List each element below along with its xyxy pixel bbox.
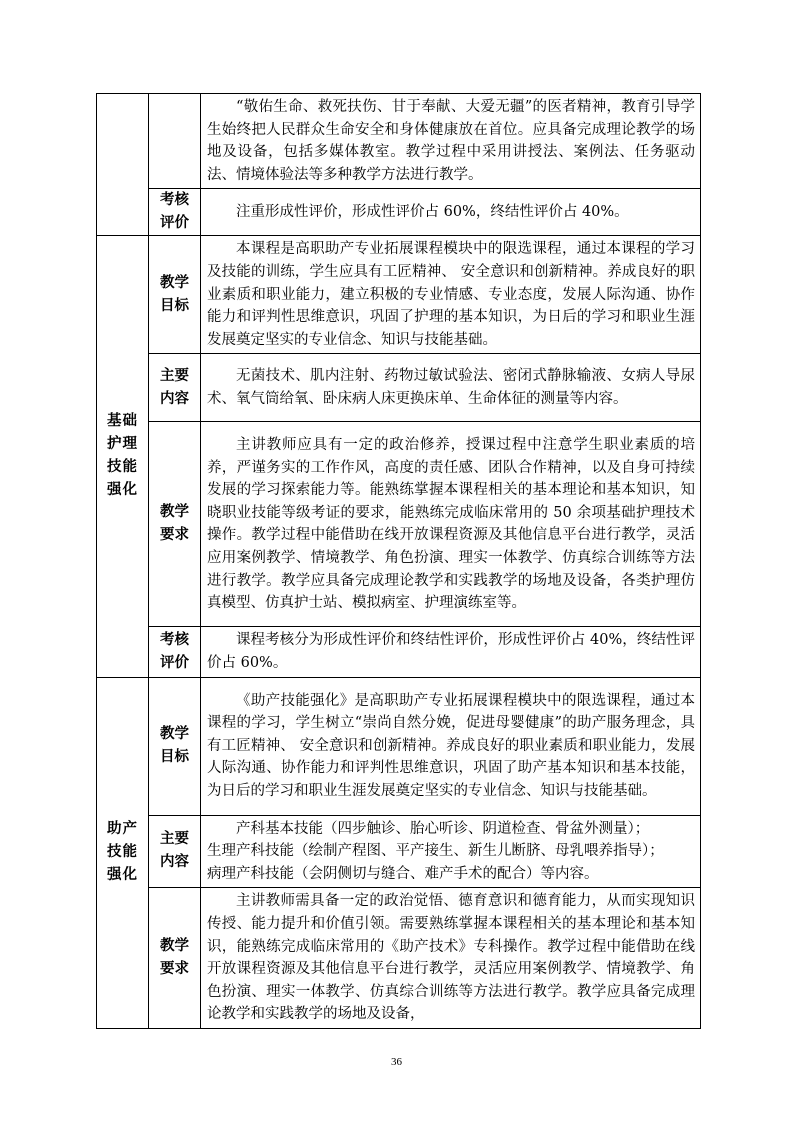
assessment-text-basic: 课程考核分为形成性评价和终结性评价，形成性评价占 40%，终结性评价占 60%。 xyxy=(207,632,695,671)
requirements-content-cell-midwifery xyxy=(201,888,701,1029)
course-name-cell-continued xyxy=(97,94,149,236)
requirements-text-continued: “敬佑生命、救死扶伤、甘于奉献、大爱无疆”的医者精神，教育引导学生始终把人民群众生命安全和身体健康放在首位。应具备完成理论教学的场地及设备，包括多媒体教室。教学过程中采用讲授法、案例法、任务驱动法、情境体验法等多种教学方法进行教学。 xyxy=(207,99,695,183)
content-text: 无菌技术、肌内注射、药物过敏试验法、密闭式静脉输液、女病人导尿术、氧气筒给氧、卧床病人床更换床单、生命体征的测量等内容。 xyxy=(207,368,695,407)
requirements-text: 主讲教师应具有一定的政治修养，授课过程中注意学生职业素质的培养，严谨务实的工作作风，高度的责任感、团队合作精神，以及自身可持续发展的学习探索能力等。能熟练掌握本课程相关的基本理论和基本知识，知晓职业技能等级考证的要求，能熟练完成临床常用的 50 余项基础护理技术操作。教学过程中能借助在线开放课程资源及其他信息平台进行教学，灵活应用案例教学、情境教学、角色扮演、理实一体教学、仿真综合训练等方法进行教学。教学应具备完成理论教学和实践教学的场地及设备，各类护理仿真模型、仿真护士站、模拟病室、护理演练室等。 xyxy=(207,436,695,612)
content-label-cell xyxy=(149,354,201,422)
course-name-cell-midwifery xyxy=(97,677,149,1028)
assessment-text: 注重形成性评价，形成性评价占 60%，终结性评价占 40%。 xyxy=(236,204,629,221)
assessment-content-cell xyxy=(201,189,701,236)
requirements-text-midwifery: 主讲教师需具备一定的政治觉悟、德育意识和德育能力，从而实现知识传授、能力提升和价值引领。需要熟练掌握本课程相关的基本理论和基本知识，能熟练完成临床常用的《助产技术》专科操作。教学过程中能借助在线开放课程资源及其他信息平台进行教学，灵活应用案例教学、情境教学、角色扮演、理实一体教学、仿真综合训练等方法进行教学。教学应具备完成理论教学和实践教学的场地及设备， xyxy=(207,893,695,1023)
content-label: 主要内容 xyxy=(160,367,189,407)
assessment-label-cell-basic xyxy=(149,627,201,677)
objectives-label: 教学目标 xyxy=(160,274,189,314)
assessment-label-basic: 考核评价 xyxy=(160,631,189,671)
objectives-label-midwifery: 教学目标 xyxy=(160,726,189,766)
content-line: 生理产科技能（绘制产程图、平产接生、新生儿断脐、母乳喂养指导）； xyxy=(207,843,664,860)
objectives-content-cell-midwifery xyxy=(201,677,701,815)
requirements-content-continued xyxy=(201,94,701,189)
content-label-midwifery: 主要内容 xyxy=(160,831,189,871)
requirements-label-midwifery: 教学要求 xyxy=(160,938,189,978)
content-list-midwifery xyxy=(201,816,700,888)
requirements-label-cell xyxy=(149,422,201,627)
objectives-text: 本课程是高职助产专业拓展课程模块中的限选课程，通过本课程的学习及技能的训练，学生应具有工匠精神、 安全意识和创新精神。养成良好的职业素质和职业能力，建立积极的专业情感、专业态度，发展人际沟通、协作能力和评判性思维意识，巩固了护理的基本知识，为日后的学习和职业生涯发展奠定坚实的专业信念、知识与技能基础。 xyxy=(207,241,695,348)
requirements-label: 教学要求 xyxy=(160,504,189,544)
assessment-label: 考核评价 xyxy=(160,192,189,232)
assessment-label-cell xyxy=(149,189,201,236)
page-number: 36 xyxy=(391,1056,402,1068)
course-name-basic-nursing: 基础护理技能强化 xyxy=(107,413,138,499)
content-label-cell-midwifery xyxy=(149,815,201,888)
content-line: 产科基本技能（四步触诊、胎心听诊、阴道检查、骨盆外测量）； xyxy=(236,820,650,837)
course-name-midwifery: 助产技能强化 xyxy=(107,821,138,884)
content-content-cell xyxy=(201,354,701,422)
objectives-label-cell-midwifery xyxy=(149,677,201,815)
content-content-cell-midwifery xyxy=(201,815,701,888)
requirements-label-cell-midwifery xyxy=(149,888,201,1029)
objectives-label-cell xyxy=(149,236,201,354)
course-table xyxy=(96,93,701,1029)
requirements-content-cell xyxy=(201,422,701,627)
content-line: 病理产科技能（会阴侧切与缝合、难产手术的配合）等内容。 xyxy=(207,865,599,882)
field-label-cell-continued xyxy=(149,94,201,189)
course-name-cell-basic-nursing xyxy=(97,236,149,677)
objectives-content-cell xyxy=(201,236,701,354)
assessment-content-cell-basic xyxy=(201,627,701,677)
objectives-text-midwifery: 《助产技能强化》是高职助产专业拓展课程模块中的限选课程，通过本课程的学习，学生树立“崇尚自然分娩，促进母婴健康”的助产服务理念，具有工匠精神、 安全意识和创新精神。养成良好的职业素质和职业能力，发展人际沟通、协作能力和评判性思维意识，巩固了助产基本知识和基本技能，为日后的学习和职业生涯发展奠定坚实的专业信念、知识与技能基础。 xyxy=(207,692,695,799)
